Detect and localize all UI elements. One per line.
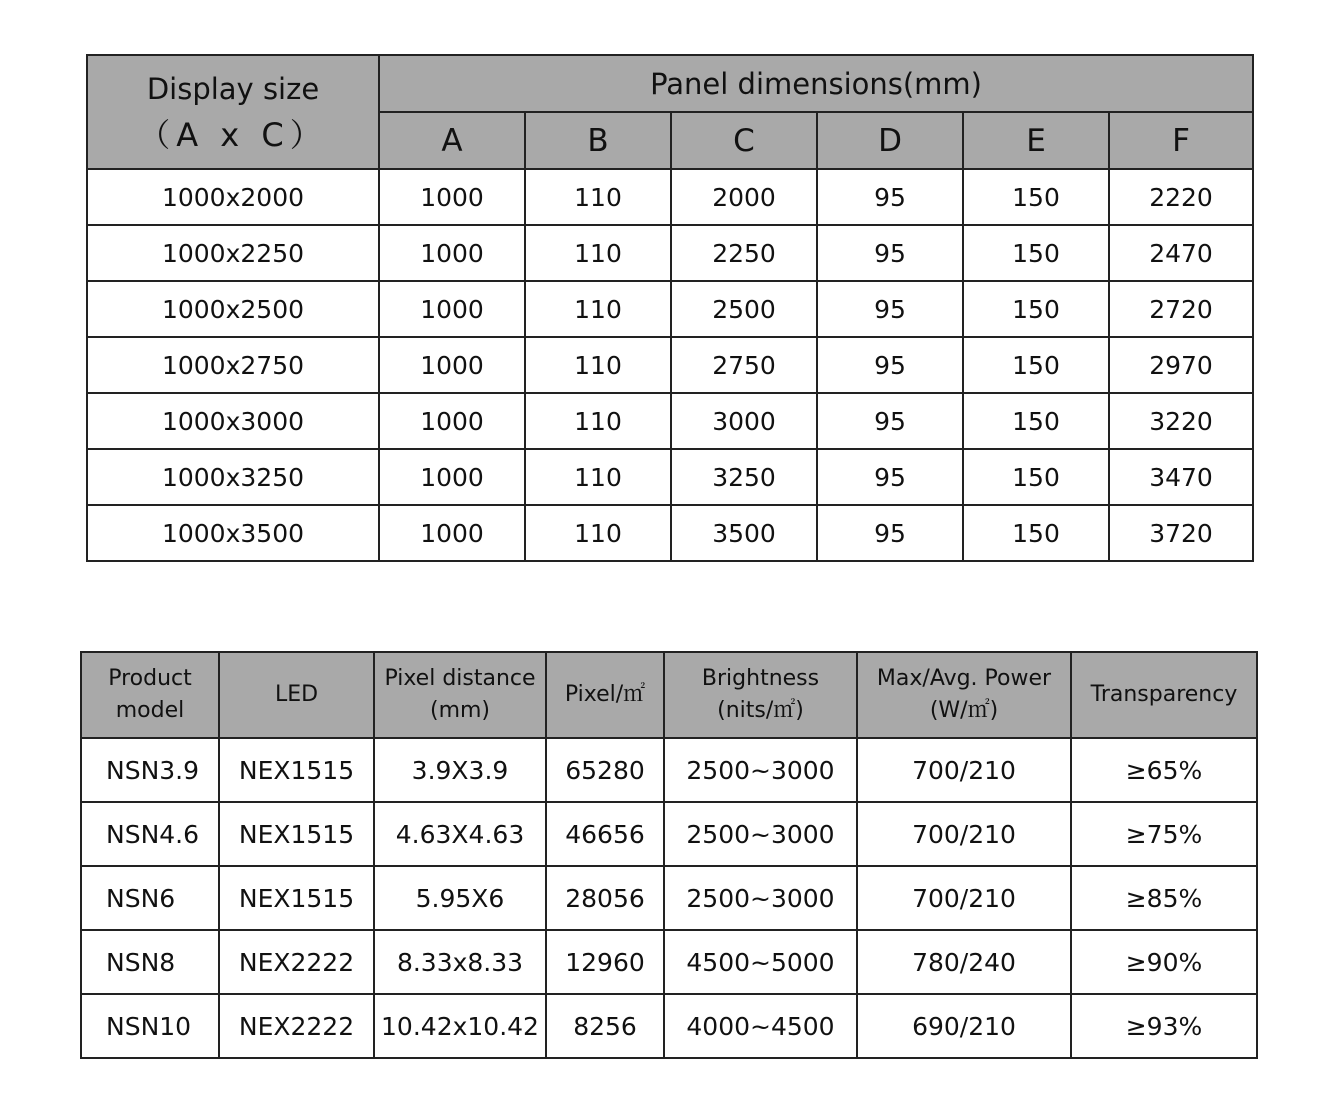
column-header-f: F: [1109, 112, 1253, 169]
cell-power: 700/210: [857, 802, 1071, 866]
column-header-c: C: [671, 112, 817, 169]
cell-transparency: ≥93%: [1071, 994, 1257, 1058]
cell-brightness: 2500~3000: [664, 802, 857, 866]
cell-brightness: 4000~4500: [664, 994, 857, 1058]
cell-b: 110: [525, 505, 671, 561]
cell-e: 150: [963, 281, 1109, 337]
cell-pixel-density: 28056: [546, 866, 664, 930]
table-row: [81, 994, 1257, 1058]
cell-product-model: NSN10: [81, 994, 219, 1058]
table-row: [87, 281, 1253, 337]
cell-led: NEX1515: [219, 802, 374, 866]
pixel-distance-header-line2: (mm): [429, 698, 491, 723]
cell-display-size: 1000x2750: [87, 337, 379, 393]
pixel-distance-header-line1: Pixel distance: [384, 666, 536, 691]
cell-transparency: ≥90%: [1071, 930, 1257, 994]
cell-d: 95: [817, 337, 963, 393]
cell-a: 1000: [379, 169, 525, 225]
cell-pixel-distance: 5.95X6: [374, 866, 546, 930]
display-size-header-line1: Display size: [146, 72, 320, 106]
cell-pixel-density: 12960: [546, 930, 664, 994]
cell-brightness: 2500~3000: [664, 738, 857, 802]
cell-e: 150: [963, 505, 1109, 561]
cell-led: NEX2222: [219, 930, 374, 994]
cell-pixel-distance: 8.33x8.33: [374, 930, 546, 994]
cell-a: 1000: [379, 393, 525, 449]
display-size-header: [87, 55, 379, 169]
cell-transparency: ≥85%: [1071, 866, 1257, 930]
cell-f: 3220: [1109, 393, 1253, 449]
power-header: [857, 652, 1071, 738]
cell-transparency: ≥75%: [1071, 802, 1257, 866]
power-header-line2: (W/㎡): [929, 698, 999, 723]
cell-product-model: NSN4.6: [81, 802, 219, 866]
table-row: [81, 802, 1257, 866]
cell-transparency: ≥65%: [1071, 738, 1257, 802]
product-model-header-line1: Product: [108, 666, 192, 691]
table-row: [87, 393, 1253, 449]
transparency-header: Transparency: [1071, 652, 1257, 738]
power-header-line1: Max/Avg. Power: [876, 666, 1052, 691]
led-header: LED: [219, 652, 374, 738]
table-row: [87, 225, 1253, 281]
cell-b: 110: [525, 281, 671, 337]
cell-display-size: 1000x3000: [87, 393, 379, 449]
panel-dimensions-table: [86, 54, 1254, 562]
cell-pixel-distance: 4.63X4.63: [374, 802, 546, 866]
cell-pixel-distance: 3.9X3.9: [374, 738, 546, 802]
cell-a: 1000: [379, 449, 525, 505]
cell-e: 150: [963, 169, 1109, 225]
cell-display-size: 1000x2500: [87, 281, 379, 337]
cell-a: 1000: [379, 505, 525, 561]
cell-c: 2250: [671, 225, 817, 281]
cell-f: 2720: [1109, 281, 1253, 337]
cell-c: 2500: [671, 281, 817, 337]
cell-pixel-distance: 10.42x10.42: [374, 994, 546, 1058]
cell-f: 3470: [1109, 449, 1253, 505]
product-model-header-line2: model: [115, 698, 185, 723]
cell-pixel-density: 8256: [546, 994, 664, 1058]
cell-power: 700/210: [857, 738, 1071, 802]
cell-c: 2750: [671, 337, 817, 393]
cell-b: 110: [525, 393, 671, 449]
cell-f: 2970: [1109, 337, 1253, 393]
cell-a: 1000: [379, 281, 525, 337]
cell-brightness: 4500~5000: [664, 930, 857, 994]
table-row: [87, 505, 1253, 561]
cell-c: 2000: [671, 169, 817, 225]
cell-b: 110: [525, 449, 671, 505]
cell-a: 1000: [379, 225, 525, 281]
cell-power: 690/210: [857, 994, 1071, 1058]
cell-display-size: 1000x3500: [87, 505, 379, 561]
cell-led: NEX1515: [219, 738, 374, 802]
table-row: [81, 930, 1257, 994]
table-row: [87, 449, 1253, 505]
cell-b: 110: [525, 169, 671, 225]
pixel-distance-header: [374, 652, 546, 738]
cell-a: 1000: [379, 337, 525, 393]
cell-product-model: NSN6: [81, 866, 219, 930]
table-row: [87, 337, 1253, 393]
cell-pixel-density: 46656: [546, 802, 664, 866]
cell-led: NEX1515: [219, 866, 374, 930]
cell-f: 3720: [1109, 505, 1253, 561]
cell-c: 3250: [671, 449, 817, 505]
cell-d: 95: [817, 225, 963, 281]
cell-power: 780/240: [857, 930, 1071, 994]
table-row: [81, 866, 1257, 930]
cell-e: 150: [963, 337, 1109, 393]
column-header-e: E: [963, 112, 1109, 169]
column-header-b: B: [525, 112, 671, 169]
cell-product-model: NSN8: [81, 930, 219, 994]
cell-f: 2470: [1109, 225, 1253, 281]
cell-e: 150: [963, 393, 1109, 449]
cell-power: 700/210: [857, 866, 1071, 930]
display-size-header-line2: （A x C）: [138, 116, 328, 154]
cell-e: 150: [963, 449, 1109, 505]
cell-c: 3500: [671, 505, 817, 561]
cell-display-size: 1000x3250: [87, 449, 379, 505]
cell-d: 95: [817, 281, 963, 337]
cell-f: 2220: [1109, 169, 1253, 225]
cell-b: 110: [525, 337, 671, 393]
panel-dimensions-header: Panel dimensions(mm): [379, 55, 1253, 112]
cell-display-size: 1000x2250: [87, 225, 379, 281]
brightness-header: [664, 652, 857, 738]
table-row: [81, 738, 1257, 802]
brightness-header-line2: (nits/㎡): [717, 698, 804, 723]
cell-brightness: 2500~3000: [664, 866, 857, 930]
cell-d: 95: [817, 449, 963, 505]
cell-c: 3000: [671, 393, 817, 449]
product-model-header: [81, 652, 219, 738]
product-spec-table: [80, 651, 1258, 1059]
cell-d: 95: [817, 169, 963, 225]
cell-pixel-density: 65280: [546, 738, 664, 802]
brightness-header-line1: Brightness: [701, 666, 820, 691]
column-header-d: D: [817, 112, 963, 169]
column-header-a: A: [379, 112, 525, 169]
cell-e: 150: [963, 225, 1109, 281]
cell-b: 110: [525, 225, 671, 281]
cell-product-model: NSN3.9: [81, 738, 219, 802]
cell-d: 95: [817, 393, 963, 449]
table-row: [87, 169, 1253, 225]
cell-led: NEX2222: [219, 994, 374, 1058]
pixel-density-header: Pixel/㎡: [546, 652, 664, 738]
cell-d: 95: [817, 505, 963, 561]
cell-display-size: 1000x2000: [87, 169, 379, 225]
